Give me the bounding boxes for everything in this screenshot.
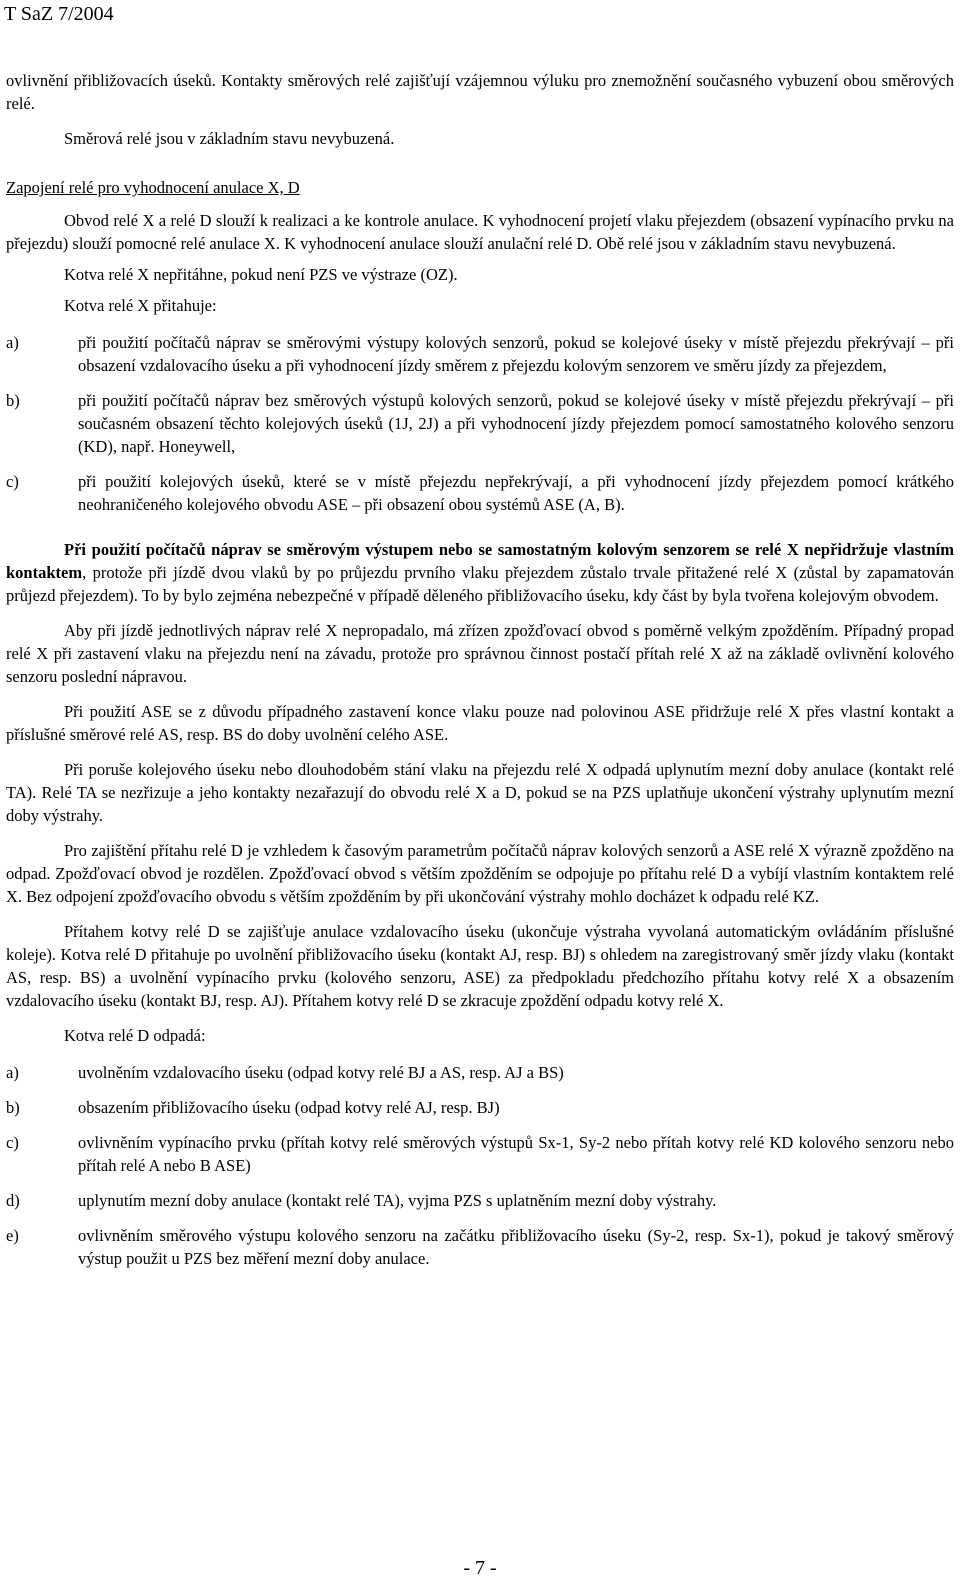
- list-item: [6, 1189, 954, 1212]
- list-marker: e): [6, 1226, 19, 1245]
- page-number: - 7 -: [463, 1557, 497, 1579]
- list-item: [6, 389, 954, 458]
- paragraph: Kotva relé X nepřitáhne, pokud není PZS ve výstraze (OZ).: [64, 265, 458, 284]
- list-item-text: při použití kolejových úseků, které se v místě přejezdu nepřekrývají, a při vyhodnocení jízdy přejezdem pomocí krátkého neohraničeného kolejového obvodu ASE – při obsazení obou systémů ASE (A, B).: [78, 472, 954, 514]
- list-marker: c): [6, 1133, 19, 1152]
- document-header: T SaZ 7/2004: [4, 3, 114, 25]
- list-marker: b): [6, 391, 20, 410]
- paragraph: ovlivnění přibližovacích úseků. Kontakty směrových relé zajišťují vzájemnou výluku pro znemožnění současného vybuzení obou směrových relé.: [6, 71, 954, 113]
- paragraph-text: , protože při jízdě dvou vlaků by po průjezdu prvního vlaku přejezdem zůstalo trvale přitažené relé X (zůstal by zapamatován průjezd přejezdem). To by bylo zejména nebezpečné v případě děleného přibližovacího úseku, kdy část by byla tvořena kolejovým obvodem.: [6, 563, 954, 605]
- list-item: [6, 331, 954, 377]
- bold-text: Při použití počítačů náprav se směrovým výstupem nebo se samostatným kolovým senzorem se relé X nepřidržuje vlastním kontaktem: [6, 540, 954, 582]
- list-item-text: při použití počítačů náprav bez směrových výstupů kolových senzorů, pokud se kolejové úseky v místě přejezdu překrývají – při současném obsazení těchto kolejových úseků (1J, 2J) a při vyhodnocení jízdy přejezdem pomocí samostatného kolového senzoru (KD), např. Honeywell,: [78, 391, 954, 456]
- document-body: [6, 69, 954, 1282]
- list-item: [6, 1096, 954, 1119]
- paragraph: Kotva relé X přitahuje:: [64, 296, 217, 315]
- paragraph: Aby při jízdě jednotlivých náprav relé X nepropadalo, má zřízen zpožďovací obvod s poměrně velkým zpožděním. Případný propad relé X při zastavení vlaku na přejezdu není na závadu, protože pro správnou činnost postačí přítah relé X až na základě ovlivnění kolového senzoru poslední nápravou.: [6, 621, 954, 686]
- list-marker: b): [6, 1098, 20, 1117]
- list-marker: d): [6, 1191, 20, 1210]
- relay-d-conditions-list: [6, 1061, 954, 1270]
- list-item-text: uvolněním vzdalovacího úseku (odpad kotvy relé BJ a AS, resp. AJ a BS): [78, 1063, 564, 1082]
- paragraph: Pro zajištění přítahu relé D je vzhledem k časovým parametrům počítačů náprav kolových senzorů a ASE relé X výrazně zpožděno na odpad. Zpožďovací obvod je rozdělen. Zpožďovací obvod s větším zpožděním se odpojuje po přítahu relé D a vybíjí vlastním kontaktem relé X. Bez odpojení zpožďovacího obvodu s větším zpožděním by při ukončování výstrahy mohlo docházet k odpadu relé KZ.: [6, 841, 954, 906]
- paragraph: Obvod relé X a relé D slouží k realizaci a ke kontrole anulace. K vyhodnocení projetí vlaku přejezdem (obsazení vypínacího prvku na přejezdu) slouží pomocné relé anulace X. K vyhodnocení anulace slouží anulační relé D. Obě relé jsou v základním stavu nevybuzená.: [6, 211, 954, 253]
- paragraph: [6, 538, 954, 607]
- list-item: [6, 470, 954, 516]
- list-item-text: při použití počítačů náprav se směrovými výstupy kolových senzorů, pokud se kolejové úseky v místě přejezdu překrývají – při obsazení vzdalovacího úseku a při vyhodnocení jízdy směrem z přejezdu kolovým senzorem ve směru jízdy za přejezdem,: [78, 333, 954, 375]
- list-item: [6, 1131, 954, 1177]
- list-marker: a): [6, 333, 19, 352]
- paragraph: Přítahem kotvy relé D se zajišťuje anulace vzdalovacího úseku (ukončuje výstraha vyvolaná automatickým ovládáním příslušné koleje). Kotva relé D přitahuje po uvolnění přibližovacího úseku (kontakt AJ, resp. BJ) s ohledem na zaregistrovaný směr jízdy vlaku (kontakt AS, resp. BS) a uvolnění vypínacího prvku (kolového senzoru, ASE) za předpokladu předchozího přítahu kotvy relé X a obsazením vzdalovacího úseku (kontakt BJ, resp. AJ). Přítahem kotvy relé D se zkracuje zpoždění odpadu kotvy relé X.: [6, 922, 954, 1010]
- list-item-text: ovlivněním směrového výstupu kolového senzoru na začátku přibližovacího úseku (Sy-2, resp. Sx-1), pokud je takový směrový výstup použit u PZS bez měření mezní doby anulace.: [78, 1226, 954, 1268]
- list-marker: a): [6, 1063, 19, 1082]
- paragraph: Kotva relé D odpadá:: [64, 1026, 206, 1045]
- list-item-text: obsazením přibližovacího úseku (odpad kotvy relé AJ, resp. BJ): [78, 1098, 500, 1117]
- paragraph: Při poruše kolejového úseku nebo dlouhodobém stání vlaku na přejezdu relé X odpadá uplynutím mezní doby anulace (kontakt relé TA). Relé TA se nezřizuje a jeho kontakty nezařazují do obvodu relé X a D, pokud se na PZS uplatňuje ukončení výstrahy uplynutím mezní doby výstrahy.: [6, 760, 954, 825]
- list-item-text: uplynutím mezní doby anulace (kontakt relé TA), vyjma PZS s uplatněním mezní doby výstrahy.: [78, 1191, 717, 1210]
- paragraph: Směrová relé jsou v základním stavu nevybuzená.: [64, 129, 395, 148]
- list-item: [6, 1061, 954, 1084]
- paragraph: Při použití ASE se z důvodu případného zastavení konce vlaku pouze nad polovinou ASE přidržuje relé X přes vlastní kontakt a příslušné směrové relé AS, resp. BS do doby uvolnění celého ASE.: [6, 702, 954, 744]
- list-item-text: ovlivněním vypínacího prvku (přítah kotvy relé směrových výstupů Sx-1, Sy-2 nebo přítah kotvy relé KD kolového senzoru nebo přítah relé A nebo B ASE): [78, 1133, 954, 1175]
- section-heading: Zapojení relé pro vyhodnocení anulace X, D: [6, 178, 300, 197]
- relay-x-conditions-list: [6, 331, 954, 516]
- list-item: [6, 1224, 954, 1270]
- list-marker: c): [6, 472, 19, 491]
